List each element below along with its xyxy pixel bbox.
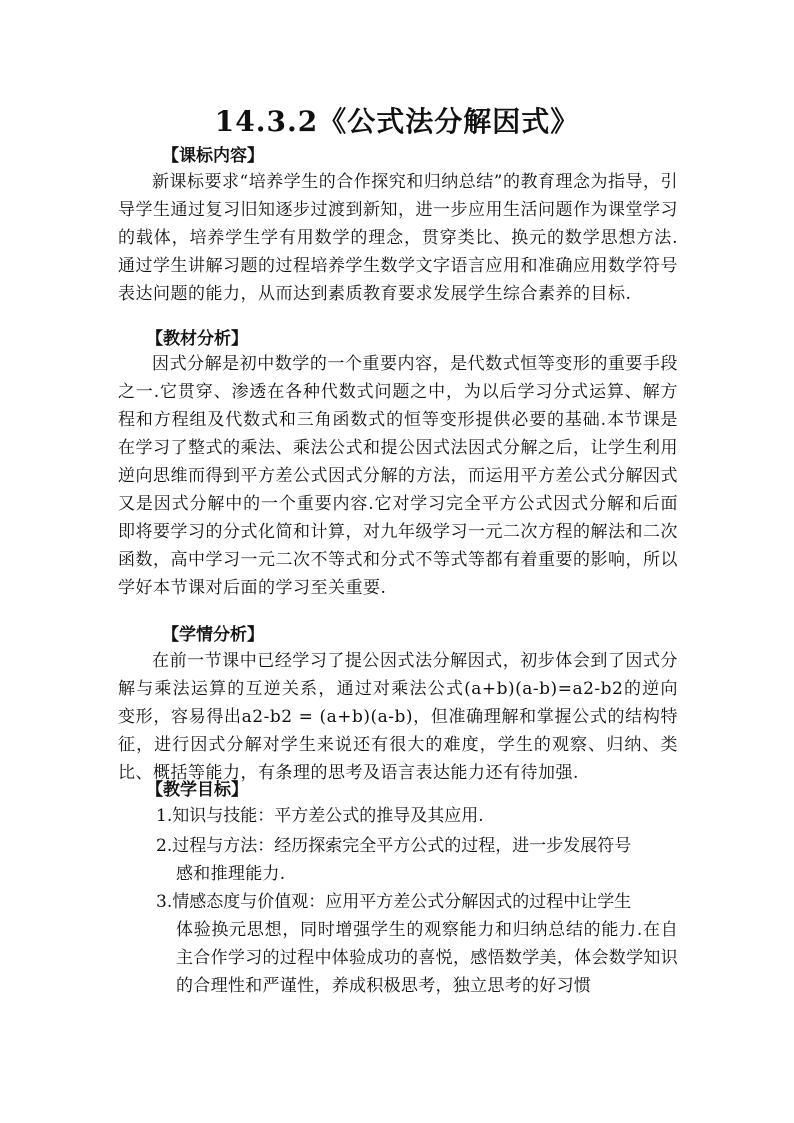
objective-1: 1.知识与技能：平方差公式的推导及其应用. <box>156 806 484 826</box>
section-heading-learner: 【学情分析】 <box>162 625 264 645</box>
section-heading-objectives: 【教学目标】 <box>146 780 248 800</box>
section-text-learner: 在前一节课中已经学习了提公因式法分解因式，初步体会到了因式分解与乘法运算的互逆关系，通过对乘法公式(a+b)(a-b)=a2-b2的逆向变形，容易得出a2-b2 = (a+b)(a-b)，但准确理解和掌握公式的结构特征，进行因式分解对学生来说还有很大的难度，学生的观察、归纳、类比、概括等能力，有条理的思考及语言表达能力还有待加强. <box>118 651 678 783</box>
section-heading-textbook: 【教材分析】 <box>146 329 248 349</box>
section-text-textbook: 因式分解是初中数学的一个重要内容，是代数式恒等变形的重要手段之一.它贯穿、渗透在各种代数式问题之中，为以后学习分式运算、解方程和方程组及代数式和三角函数式的恒等变形提供必要的基础.本节课是在学习了整式的乘法、乘法公式和提公因式法因式分解之后，让学生利用逆向思维而得到平方差公式因式分解的方法，而运用平方差公式分解因式又是因式分解中的一个重要内容.它对学习完全平方公式因式分解和后面即将要学习的分式化简和计算，对九年级学习一元二次方程的解法和二次函数，高中学习一元二次不等式和分式不等式等都有着重要的影响，所以学好本节课对后面的学习至关重要. <box>118 354 678 598</box>
section-text-curriculum: 新课标要求“培养学生的合作探究和归纳总结”的教育理念为指导，引导学生通过复习旧知逐步过渡到新知，进一步应用生活问题作为课堂学习的载体，培养学生学有用数学的理念，贯穿类比、换元的数学思想方法.通过学生讲解习题的过程培养学生数学文字语言应用和准确应用数学符号表达问题的能力，从而达到素质教育要求发展学生综合素养的目标. <box>118 172 678 304</box>
objective-2-continued: 感和推理能力. <box>176 864 286 884</box>
objective-2: 2.过程与方法：经历探索完全平方公式的过程，进一步发展符号 <box>156 836 632 856</box>
section-heading-curriculum: 【课标内容】 <box>162 146 264 166</box>
objective-3: 3.情感态度与价值观：应用平方差公式分解因式的过程中让学生 <box>156 892 632 912</box>
objective-3-continued: 体验换元思想，同时增强学生的观察能力和归纳总结的能力.在自主合作学习的过程中体验成功的喜悦，感悟数学美，体会数学知识的合理性和严谨性，养成积极思考，独立思考的好习惯 <box>176 920 678 996</box>
document-title: 14.3.2《公式法分解因式》 <box>214 105 580 138</box>
